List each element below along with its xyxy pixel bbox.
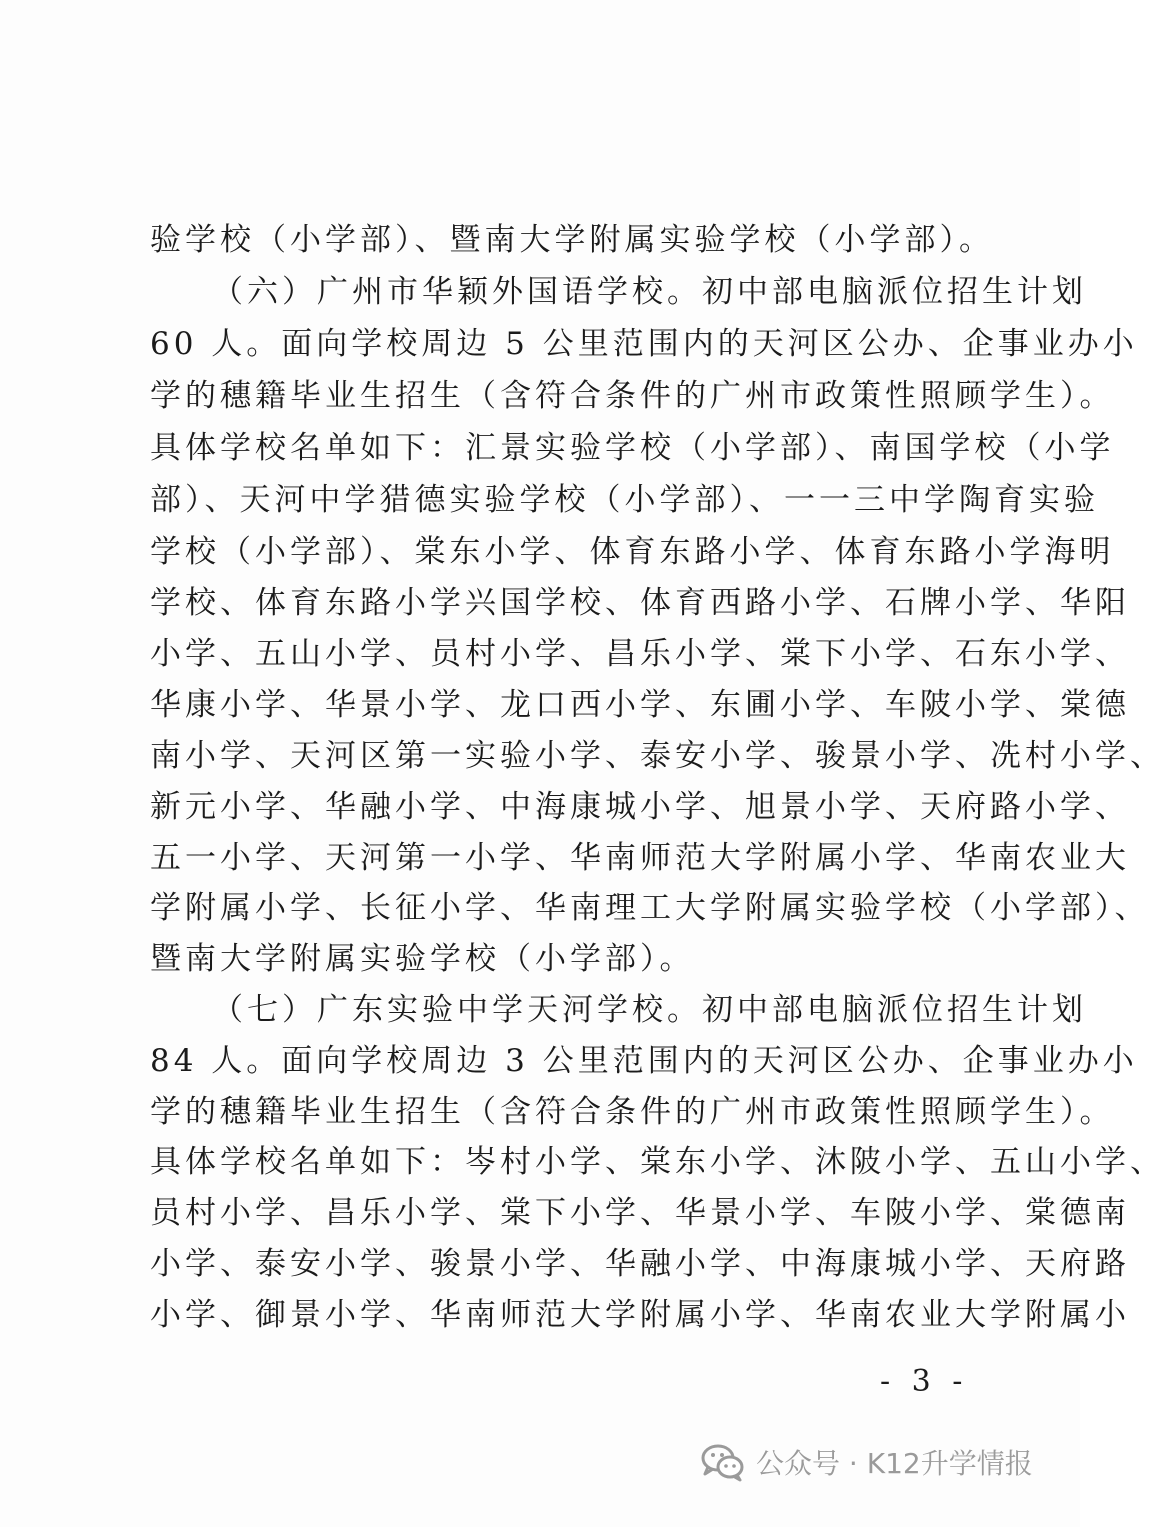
text-line: 新元小学、华融小学、中海康城小学、旭景小学、天府路小学、 bbox=[150, 789, 1130, 825]
text-line: 60 人。面向学校周边 5 公里范围内的天河区公办、企事业办小 bbox=[150, 326, 1138, 362]
text-line: 学校、体育东路小学兴国学校、体育西路小学、石牌小学、华阳 bbox=[150, 585, 1130, 621]
text-line: 学的穗籍毕业生招生（含符合条件的广州市政策性照顾学生）。 bbox=[150, 378, 1115, 414]
text-line: 学校（小学部）、棠东小学、体育东路小学、体育东路小学海明 bbox=[150, 534, 1115, 570]
text-line: （六）广州市华颖外国语学校。初中部电脑派位招生计划 bbox=[212, 274, 1087, 310]
text-line: 具体学校名单如下：岑村小学、棠东小学、沐陂小学、五山小学、 bbox=[150, 1144, 1165, 1180]
text-line: 学附属小学、长征小学、华南理工大学附属实验学校（小学部）、 bbox=[150, 890, 1150, 926]
text-line: 84 人。面向学校周边 3 公里范围内的天河区公办、企事业办小 bbox=[150, 1043, 1138, 1079]
text-line: 华康小学、华景小学、龙口西小学、东圃小学、车陂小学、棠德 bbox=[150, 687, 1130, 723]
text-line: 小学、泰安小学、骏景小学、华融小学、中海康城小学、天府路 bbox=[150, 1246, 1130, 1282]
watermark bbox=[700, 1434, 1060, 1490]
text-line: 小学、五山小学、员村小学、昌乐小学、棠下小学、石东小学、 bbox=[150, 636, 1130, 672]
text-line: （七）广东实验中学天河学校。初中部电脑派位招生计划 bbox=[212, 992, 1087, 1028]
watermark-text: 公众号 · K12升学情报 bbox=[756, 1447, 1033, 1480]
wechat-icon bbox=[700, 1442, 746, 1482]
text-line: 暨南大学附属实验学校（小学部）。 bbox=[150, 941, 695, 977]
text-line: 员村小学、昌乐小学、棠下小学、华景小学、车陂小学、棠德南 bbox=[150, 1195, 1130, 1231]
text-line: 验学校（小学部）、暨南大学附属实验学校（小学部）。 bbox=[150, 222, 994, 258]
text-line: 五一小学、天河第一小学、华南师范大学附属小学、华南农业大 bbox=[150, 840, 1130, 876]
text-line: 小学、御景小学、华南师范大学附属小学、华南农业大学附属小 bbox=[150, 1297, 1130, 1333]
text-line: 南小学、天河区第一实验小学、泰安小学、骏景小学、冼村小学、 bbox=[150, 738, 1165, 774]
page-number: - 3 - bbox=[880, 1364, 969, 1399]
text-line: 具体学校名单如下：汇景实验学校（小学部）、南国学校（小学 bbox=[150, 430, 1115, 466]
text-line: 部）、天河中学猎德实验学校（小学部）、一一三中学陶育实验 bbox=[150, 482, 1099, 518]
text-line: 学的穗籍毕业生招生（含符合条件的广州市政策性照顾学生）。 bbox=[150, 1094, 1115, 1130]
